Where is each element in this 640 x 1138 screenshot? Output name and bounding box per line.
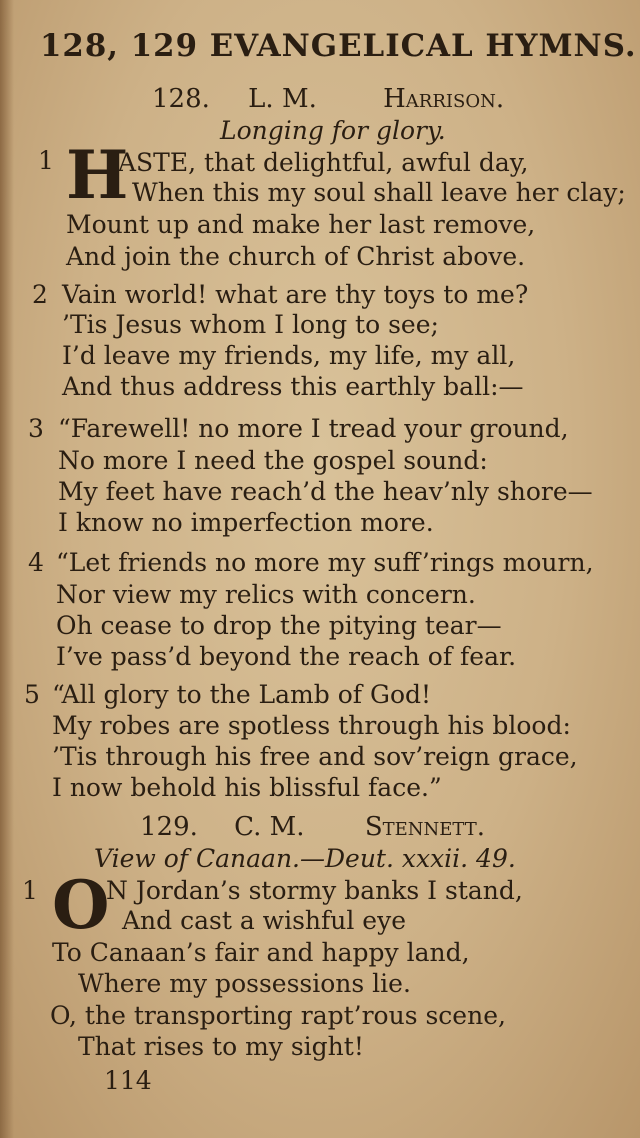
hymn-meter: C. M. (234, 812, 305, 842)
verse-line: And thus address this earthly ball:— (62, 372, 524, 401)
hymn-129-heading (140, 812, 485, 842)
verse-line: Oh cease to drop the pitying tear— (56, 611, 502, 640)
verse-line: ’Tis through his free and sov’reign grace, (52, 742, 578, 771)
verse-line: I’d leave my friends, my life, my all, (62, 341, 516, 370)
page-edge-shadow (0, 0, 14, 1138)
verse-line: “Farewell! no more I tread your ground, (58, 414, 569, 443)
verse-line: Where my possessions lie. (78, 969, 411, 998)
header-title: EVANGELICAL HYMNS. (209, 28, 637, 64)
verse-line: N Jordan’s stormy banks I stand, (106, 876, 523, 905)
page-number: 114 (104, 1066, 152, 1095)
verse-line: My feet have reach’d the heav’nly shore— (58, 477, 593, 506)
verse-line: Nor view my relics with concern. (56, 580, 476, 609)
hymn-author: Stennett. (364, 812, 486, 842)
verse-line: ASTE, that delightful, awful day, (118, 148, 529, 177)
hymn-meter: L. M. (248, 84, 317, 114)
verse-number: 3 (28, 414, 44, 443)
verse-number: 4 (28, 548, 44, 577)
verse-line: To Canaan’s fair and happy land, (52, 938, 470, 967)
verse-line: “All glory to the Lamb of God! (52, 680, 432, 709)
verse-line: No more I need the gospel sound: (58, 446, 488, 475)
drop-cap-o: O (52, 866, 110, 944)
verse-number: 2 (32, 280, 48, 309)
hymn-number: 129. (140, 812, 198, 842)
verse-line: I now behold his blissful face.” (52, 773, 442, 802)
hymn-128-heading (152, 84, 504, 114)
verse-number: 1 (38, 146, 54, 175)
verse-line: Mount up and make her last remove, (66, 210, 536, 239)
drop-cap-h: H (66, 136, 129, 214)
verse-line: My robes are spotless through his blood: (52, 711, 571, 740)
verse-number: 1 (22, 876, 38, 905)
verse-line: “Let friends no more my suff’rings mourn, (56, 548, 594, 577)
verse-line: ’Tis Jesus whom I long to see; (62, 310, 439, 339)
hymn-author: Harrison. (383, 84, 505, 114)
header-hymn-numbers: 128, 129 (40, 28, 199, 64)
verse-line: And cast a wishful eye (122, 906, 407, 935)
hymn-number: 128. (152, 84, 210, 114)
verse-line: And join the church of Christ above. (66, 242, 526, 271)
hymn-128-subtitle: Longing for glory. (220, 116, 446, 145)
verse-line: Vain world! what are thy toys to me? (62, 280, 529, 309)
running-header (40, 28, 637, 64)
verse-line: That rises to my sight! (78, 1032, 364, 1061)
verse-line: I’ve pass’d beyond the reach of fear. (56, 642, 517, 671)
verse-line: O, the transporting rapt’rous scene, (50, 1001, 506, 1030)
verse-number: 5 (24, 680, 40, 709)
hymn-129-subtitle: View of Canaan.—Deut. xxxii. 49. (94, 844, 516, 873)
verse-line: When this my soul shall leave her clay; (132, 178, 626, 207)
verse-line: I know no imperfection more. (58, 508, 434, 537)
